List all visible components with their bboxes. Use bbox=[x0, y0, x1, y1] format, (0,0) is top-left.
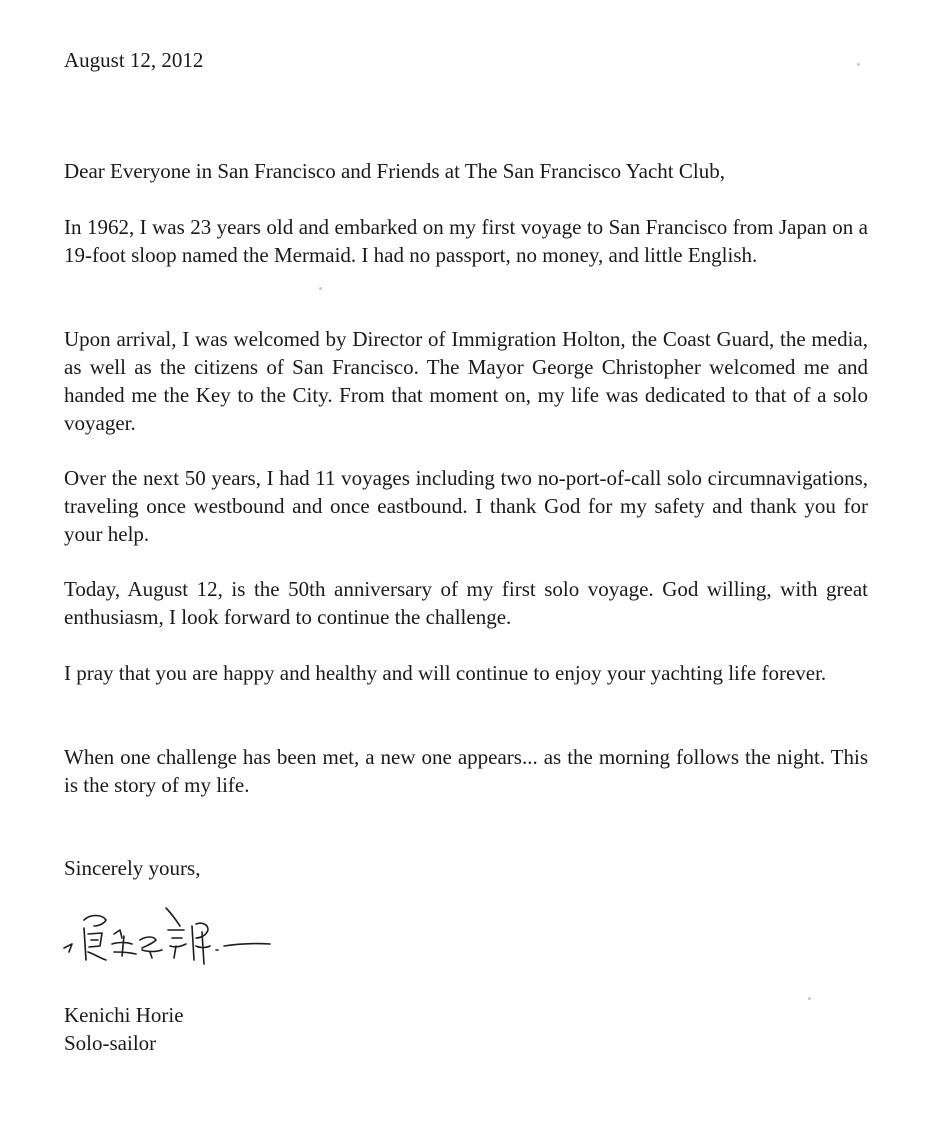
letter-closing: Sincerely yours, bbox=[64, 856, 201, 880]
paragraph-first-voyage: In 1962, I was 23 years old and embarked on my first voyage to San Francisco from Japan on a 19-foot sloop named the Mermaid. I had no passport, no money, and little English. bbox=[64, 215, 868, 267]
letter-date: August 12, 2012 bbox=[64, 48, 204, 72]
scan-speck bbox=[808, 997, 811, 1000]
signer-title: Solo-sailor bbox=[64, 1031, 157, 1055]
scan-speck bbox=[319, 287, 322, 290]
handwritten-signature bbox=[58, 886, 280, 978]
paragraph-wishes: I pray that you are happy and healthy and will continue to enjoy your yachting life forever. bbox=[64, 661, 827, 685]
letter-salutation: Dear Everyone in San Francisco and Friends at The San Francisco Yacht Club, bbox=[64, 159, 725, 183]
paragraph-anniversary: Today, August 12, is the 50th anniversary of my first solo voyage. God willing, with great enthusiasm, I look forward to continue the challenge. bbox=[64, 577, 868, 629]
paragraph-arrival: Upon arrival, I was welcomed by Director of Immigration Holton, the Coast Guard, the media, as well as the citizens of San Francisco. The Mayor George Christopher welcomed me and handed me the Key to the City. From that moment on, my life was dedicated to that of a solo voyager. bbox=[64, 327, 868, 435]
paragraph-challenge: When one challenge has been met, a new one appears... as the morning follows the night. This is the story of my life. bbox=[64, 745, 868, 797]
paragraph-voyages: Over the next 50 years, I had 11 voyages including two no-port-of-call solo circumnavigations, traveling once westbound and once eastbound. I thank God for my safety and thank you for your help. bbox=[64, 466, 868, 546]
scan-speck bbox=[857, 63, 860, 66]
signer-name: Kenichi Horie bbox=[64, 1003, 184, 1027]
